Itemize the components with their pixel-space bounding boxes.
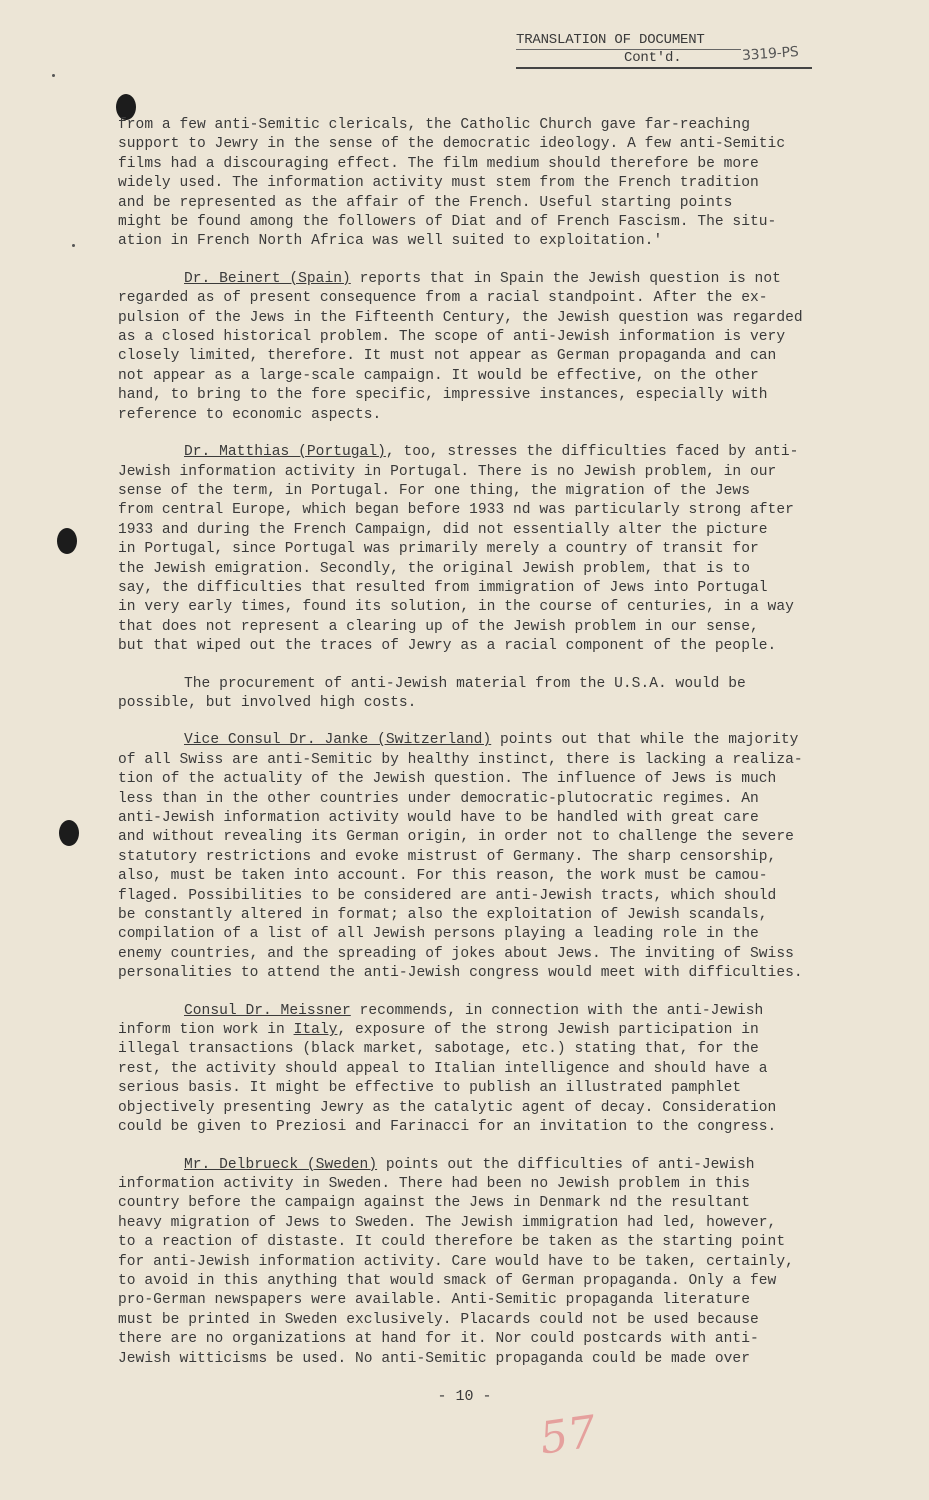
text-line: as a closed historical problem. The scope of anti-Jewish information is very	[118, 329, 786, 346]
text-line: less than in the other countries under democratic-plutocratic regimes. An	[118, 790, 759, 807]
text-line: reference to economic aspects.	[118, 406, 382, 423]
text-fragment: reports that in Spain the Jewish question is not	[359, 270, 781, 287]
text-line: say, the difficulties that resulted from immigration of Jews into Portugal	[118, 579, 768, 596]
country-name: Italy	[293, 1022, 338, 1039]
text-line: in very early times, found its solution, in the course of centuries, in a way	[118, 599, 794, 616]
text-line	[118, 1156, 870, 1175]
paragraph-italy	[118, 1002, 870, 1138]
text-line: sense of the term, in Portugal. For one thing, the migration of the Jews	[118, 482, 750, 499]
text-line: heavy migration of Jews to Sweden. The Jewish immigration had led, however,	[118, 1214, 777, 1231]
text-line: rest, the activity should appeal to Italian intelligence and should have a	[118, 1060, 768, 1077]
text-line: regarded as of present consequence from a racial standpoint. After the ex-	[118, 290, 768, 307]
text-fragment: recommends, in connection with the anti-Jewish	[350, 1002, 764, 1019]
text-line: information activity in Sweden. There had been no Jewish problem in this	[118, 1175, 750, 1192]
text-line: personalities to attend the anti-Jewish congress would meet with difficulties.	[118, 965, 803, 982]
speaker-name: Vice Consul Dr. Janke (Switzerland)	[184, 732, 492, 749]
paragraph-sweden	[118, 1156, 870, 1369]
paragraph-spain	[118, 270, 870, 425]
paper-speck	[52, 74, 55, 77]
text-line: that does not represent a clearing up of the Jewish problem in our sense,	[118, 618, 759, 635]
text-line: to a reaction of distaste. It could therefore be taken as the starting point	[118, 1234, 786, 1251]
paragraph-usa-material	[118, 675, 870, 714]
text-line: illegal transactions (black market, sabotage, etc.) stating that, for the	[118, 1041, 759, 1058]
text-line: but that wiped out the traces of Jewry as a racial component of the people.	[118, 638, 777, 655]
text-line: ation in French North Africa was well suited to exploitation.'	[118, 233, 663, 250]
pencil-annotation: 57	[536, 1406, 600, 1465]
text-line: serious basis. It might be effective to publish an illustrated pamphlet	[118, 1080, 742, 1097]
text-line: country before the campaign against the Jews in Denmark nd the resultant	[118, 1195, 750, 1212]
text-line	[118, 1002, 870, 1021]
text-fragment: , too, stresses the difficulties faced by anti-	[385, 444, 799, 461]
text-line: and be represented as the affair of the French. Useful starting points	[118, 194, 733, 211]
text-line: films had a discouraging effect. The film medium should therefore be more	[118, 155, 759, 172]
text-line: and without revealing its German origin, in order not to challenge the severe	[118, 829, 794, 846]
text-line: be constantly altered in format; also the exploitation of Jewish scandals,	[118, 907, 768, 924]
text-line: enemy countries, and the spreading of jokes about Jews. The inviting of Swiss	[118, 945, 794, 962]
text-line	[118, 731, 870, 750]
text-line: objectively presenting Jewry as the catalytic agent of decay. Consideration	[118, 1099, 777, 1116]
text-line: closely limited, therefore. It must not appear as German propaganda and can	[118, 348, 777, 365]
text-line: support to Jewry in the sense of the democratic ideology. A few anti-Semitic	[118, 136, 786, 153]
speaker-name: Consul Dr. Meissner	[184, 1002, 351, 1019]
text-line: Jewish witticisms be used. No anti-Semitic propaganda could be made over	[118, 1350, 750, 1367]
paper-speck	[72, 244, 75, 247]
text-line: the Jewish emigration. Secondly, the original Jewish problem, that is to	[118, 560, 750, 577]
punch-hole-mark	[59, 820, 79, 846]
text-line: possible, but involved high costs.	[118, 694, 417, 711]
speaker-name: Mr. Delbrueck (Sweden)	[184, 1156, 378, 1173]
punch-hole-mark	[57, 528, 77, 554]
speaker-name: Dr. Beinert (Spain)	[184, 270, 351, 287]
text-line: not appear as a large-scale campaign. It would be effective, on the other	[118, 367, 759, 384]
text-line: for anti-Jewish information activity. Care would have to be taken, certainly,	[118, 1253, 794, 1270]
text-fragment: points out that while the majority	[491, 732, 799, 749]
text-line: anti-Jewish information activity would have to be handled with great care	[118, 810, 759, 826]
text-fragment: , exposure of the strong Jewish participation in	[337, 1022, 759, 1039]
text-line: 1933 and during the French Campaign, did not essentially alter the picture	[118, 521, 768, 538]
text-line	[118, 270, 870, 289]
document-number: 3319-PS	[741, 44, 800, 64]
text-line: tion of the actuality of the Jewish question. The influence of Jews is much	[118, 771, 777, 788]
header-continued: Cont'd.	[624, 50, 682, 66]
text-fragment: points out the difficulties of anti-Jewish	[377, 1156, 755, 1173]
document-body	[118, 116, 870, 1387]
text-line: Jewish information activity in Portugal. There is no Jewish problem, in our	[118, 463, 777, 480]
text-line: in Portugal, since Portugal was primarily merely a country of transit for	[118, 541, 759, 558]
text-line: might be found among the followers of Diat and of French Fascism. The situ-	[118, 214, 777, 231]
paragraph-switzerland	[118, 731, 870, 983]
paragraph-france	[118, 116, 870, 252]
text-line	[118, 1021, 870, 1040]
text-line: compilation of a list of all Jewish persons playing a leading role in the	[118, 926, 759, 943]
document-header	[516, 32, 812, 69]
page-number: - 10 -	[437, 1388, 492, 1405]
speaker-name: Dr. Matthias (Portugal)	[184, 444, 386, 461]
header-title: TRANSLATION OF DOCUMENT	[516, 32, 741, 50]
text-line: The procurement of anti-Jewish material from the U.S.A. would be	[184, 675, 746, 692]
paragraph-portugal	[118, 443, 870, 656]
text-line: flaged. Possibilities to be considered are anti-Jewish tracts, which should	[118, 887, 777, 904]
text-fragment: inform tion work in	[118, 1022, 294, 1039]
text-line: to avoid in this anything that would smack of German propaganda. Only a few	[118, 1272, 777, 1289]
text-line: from a few anti-Semitic clericals, the Catholic Church gave far-reaching	[118, 117, 750, 133]
text-line: widely used. The information activity must stem from the French tradition	[118, 175, 759, 192]
text-line: also, must be taken into account. For this reason, the work must be camou-	[118, 868, 768, 885]
text-line	[118, 443, 870, 462]
text-line: from central Europe, which began before 1933 nd was particularly strong after	[118, 502, 794, 519]
text-line: must be printed in Sweden exclusively. Placards could not be used because	[118, 1311, 759, 1328]
text-line: statutory restrictions and evoke mistrust of Germany. The sharp censorship,	[118, 848, 777, 865]
text-line: hand, to bring to the fore specific, impressive instances, especially with	[118, 387, 768, 404]
text-line: there are no organizations at hand for it. Nor could postcards with anti-	[118, 1331, 759, 1348]
text-line: pulsion of the Jews in the Fifteenth Century, the Jewish question was regarded	[118, 309, 803, 326]
text-line: pro-German newspapers were available. Anti-Semitic propaganda literature	[118, 1292, 750, 1309]
text-line: of all Swiss are anti-Semitic by healthy instinct, there is lacking a realiza-	[118, 751, 803, 768]
text-line: could be given to Preziosi and Farinacci for an invitation to the congress.	[118, 1119, 777, 1136]
